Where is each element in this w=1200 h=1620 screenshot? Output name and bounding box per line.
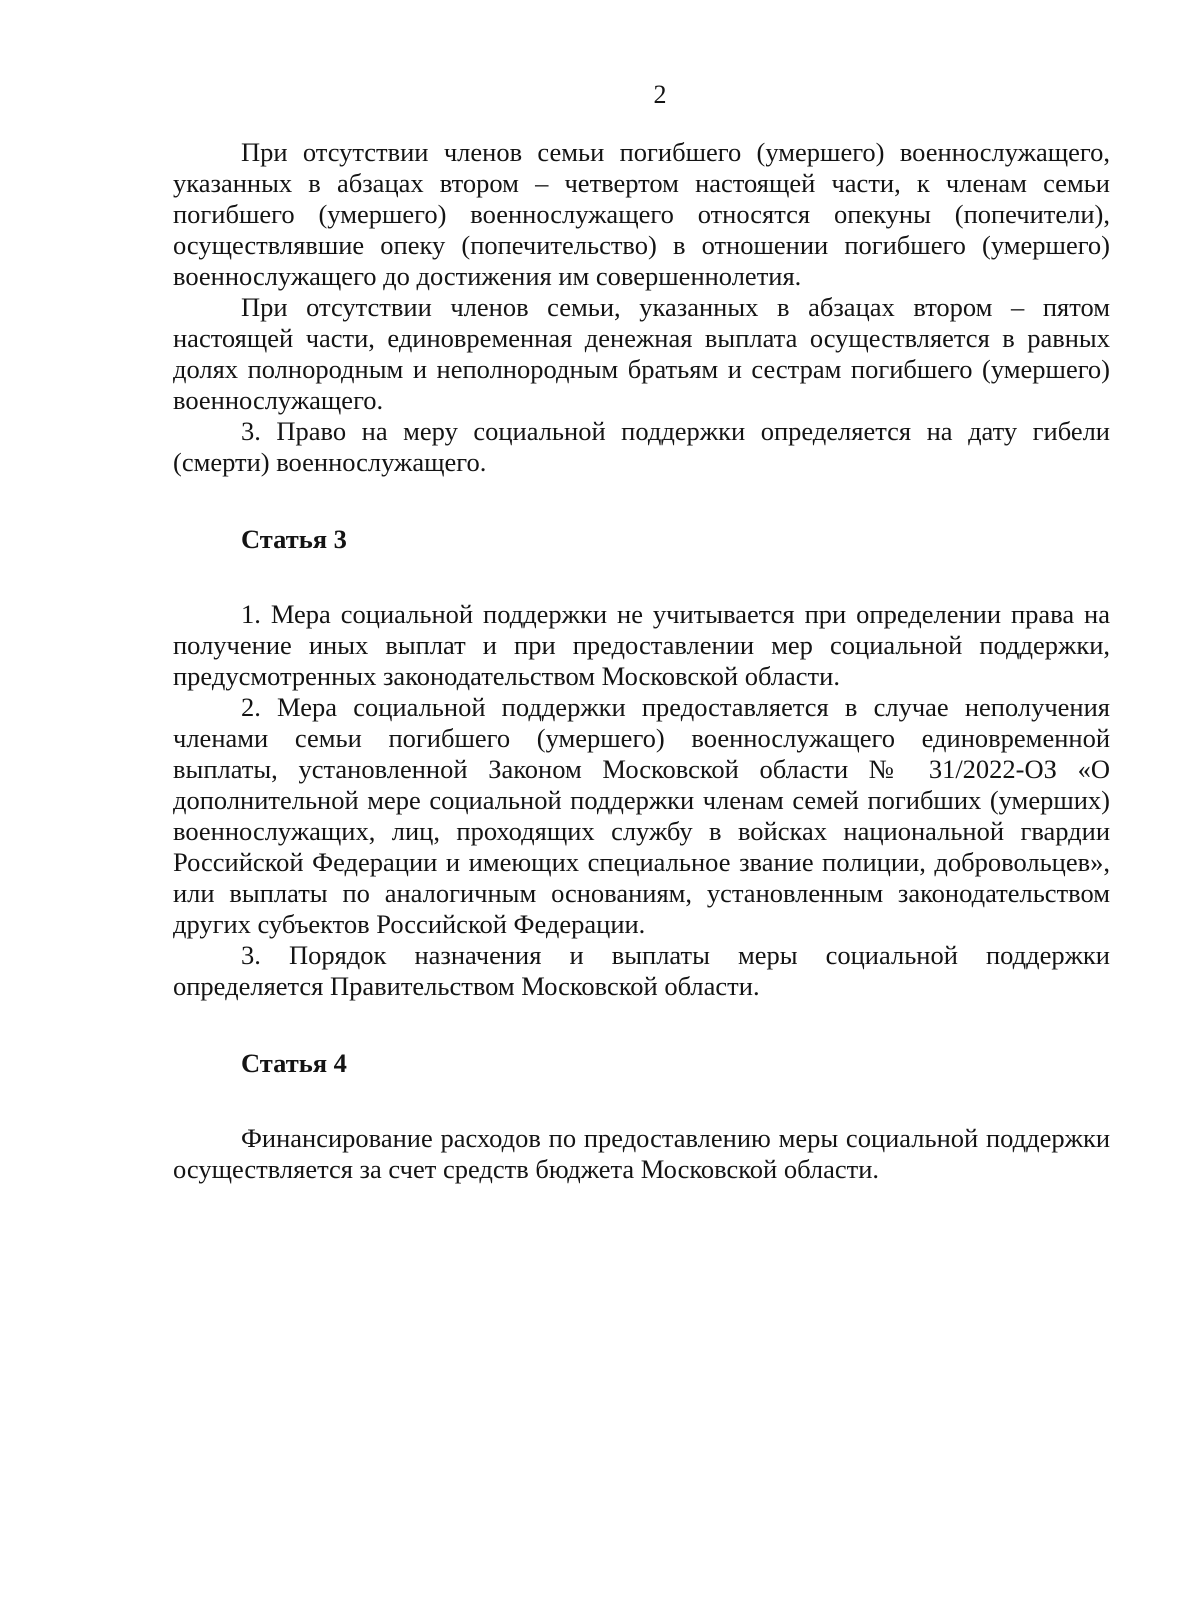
article-3-paragraph-3: 3. Порядок назначения и выплаты меры социальной поддержки определяется Правительством Московской области. bbox=[173, 940, 1110, 1001]
document-body bbox=[173, 137, 1110, 1185]
paragraph-right-date: 3. Право на меру социальной поддержки определяется на дату гибели (смерти) военнослужащего. bbox=[173, 416, 1110, 477]
article-4-heading: Статья 4 bbox=[241, 1048, 347, 1078]
page-number: 2 bbox=[653, 80, 667, 109]
article-4-paragraph-1: Финансирование расходов по предоставлению меры социальной поддержки осуществляется за счет средств бюджета Московской области. bbox=[173, 1123, 1110, 1184]
article-3-heading: Статья 3 bbox=[241, 524, 347, 554]
paragraph-siblings: При отсутствии членов семьи, указанных в абзацах втором – пятом настоящей части, единовременная денежная выплата осуществляется в равных долях полнородным и неполнородным братьям и сестрам погибшего (умершего) военнослужащего. bbox=[173, 292, 1110, 415]
article-3-paragraph-2: 2. Мера социальной поддержки предоставляется в случае неполучения членами семьи погибшего (умершего) военнослужащего единовременной выплаты, установленной Законом Московской области № 31/2022-ОЗ «О дополнительной мере социальной поддержки членам семей погибших (умерших) военнослужащих, лиц, проходящих службу в войсках национальной гвардии Российской Федерации и имеющих специальное звание полиции, добровольцев», или выплаты по аналогичным основаниям, установленным законодательством других субъектов Российской Федерации. bbox=[173, 692, 1110, 939]
paragraph-guardians: При отсутствии членов семьи погибшего (умершего) военнослужащего, указанных в абзацах втором – четвертом настоящей части, к членам семьи погибшего (умершего) военнослужащего относятся опекуны (попечители), осуществлявшие опеку (попечительство) в отношении погибшего (умершего) военнослужащего до достижения им совершеннолетия. bbox=[173, 137, 1110, 291]
article-3-paragraph-1: 1. Мера социальной поддержки не учитывается при определении права на получение иных выплат и при предоставлении мер социальной поддержки, предусмотренных законодательством Московской области. bbox=[173, 599, 1110, 691]
